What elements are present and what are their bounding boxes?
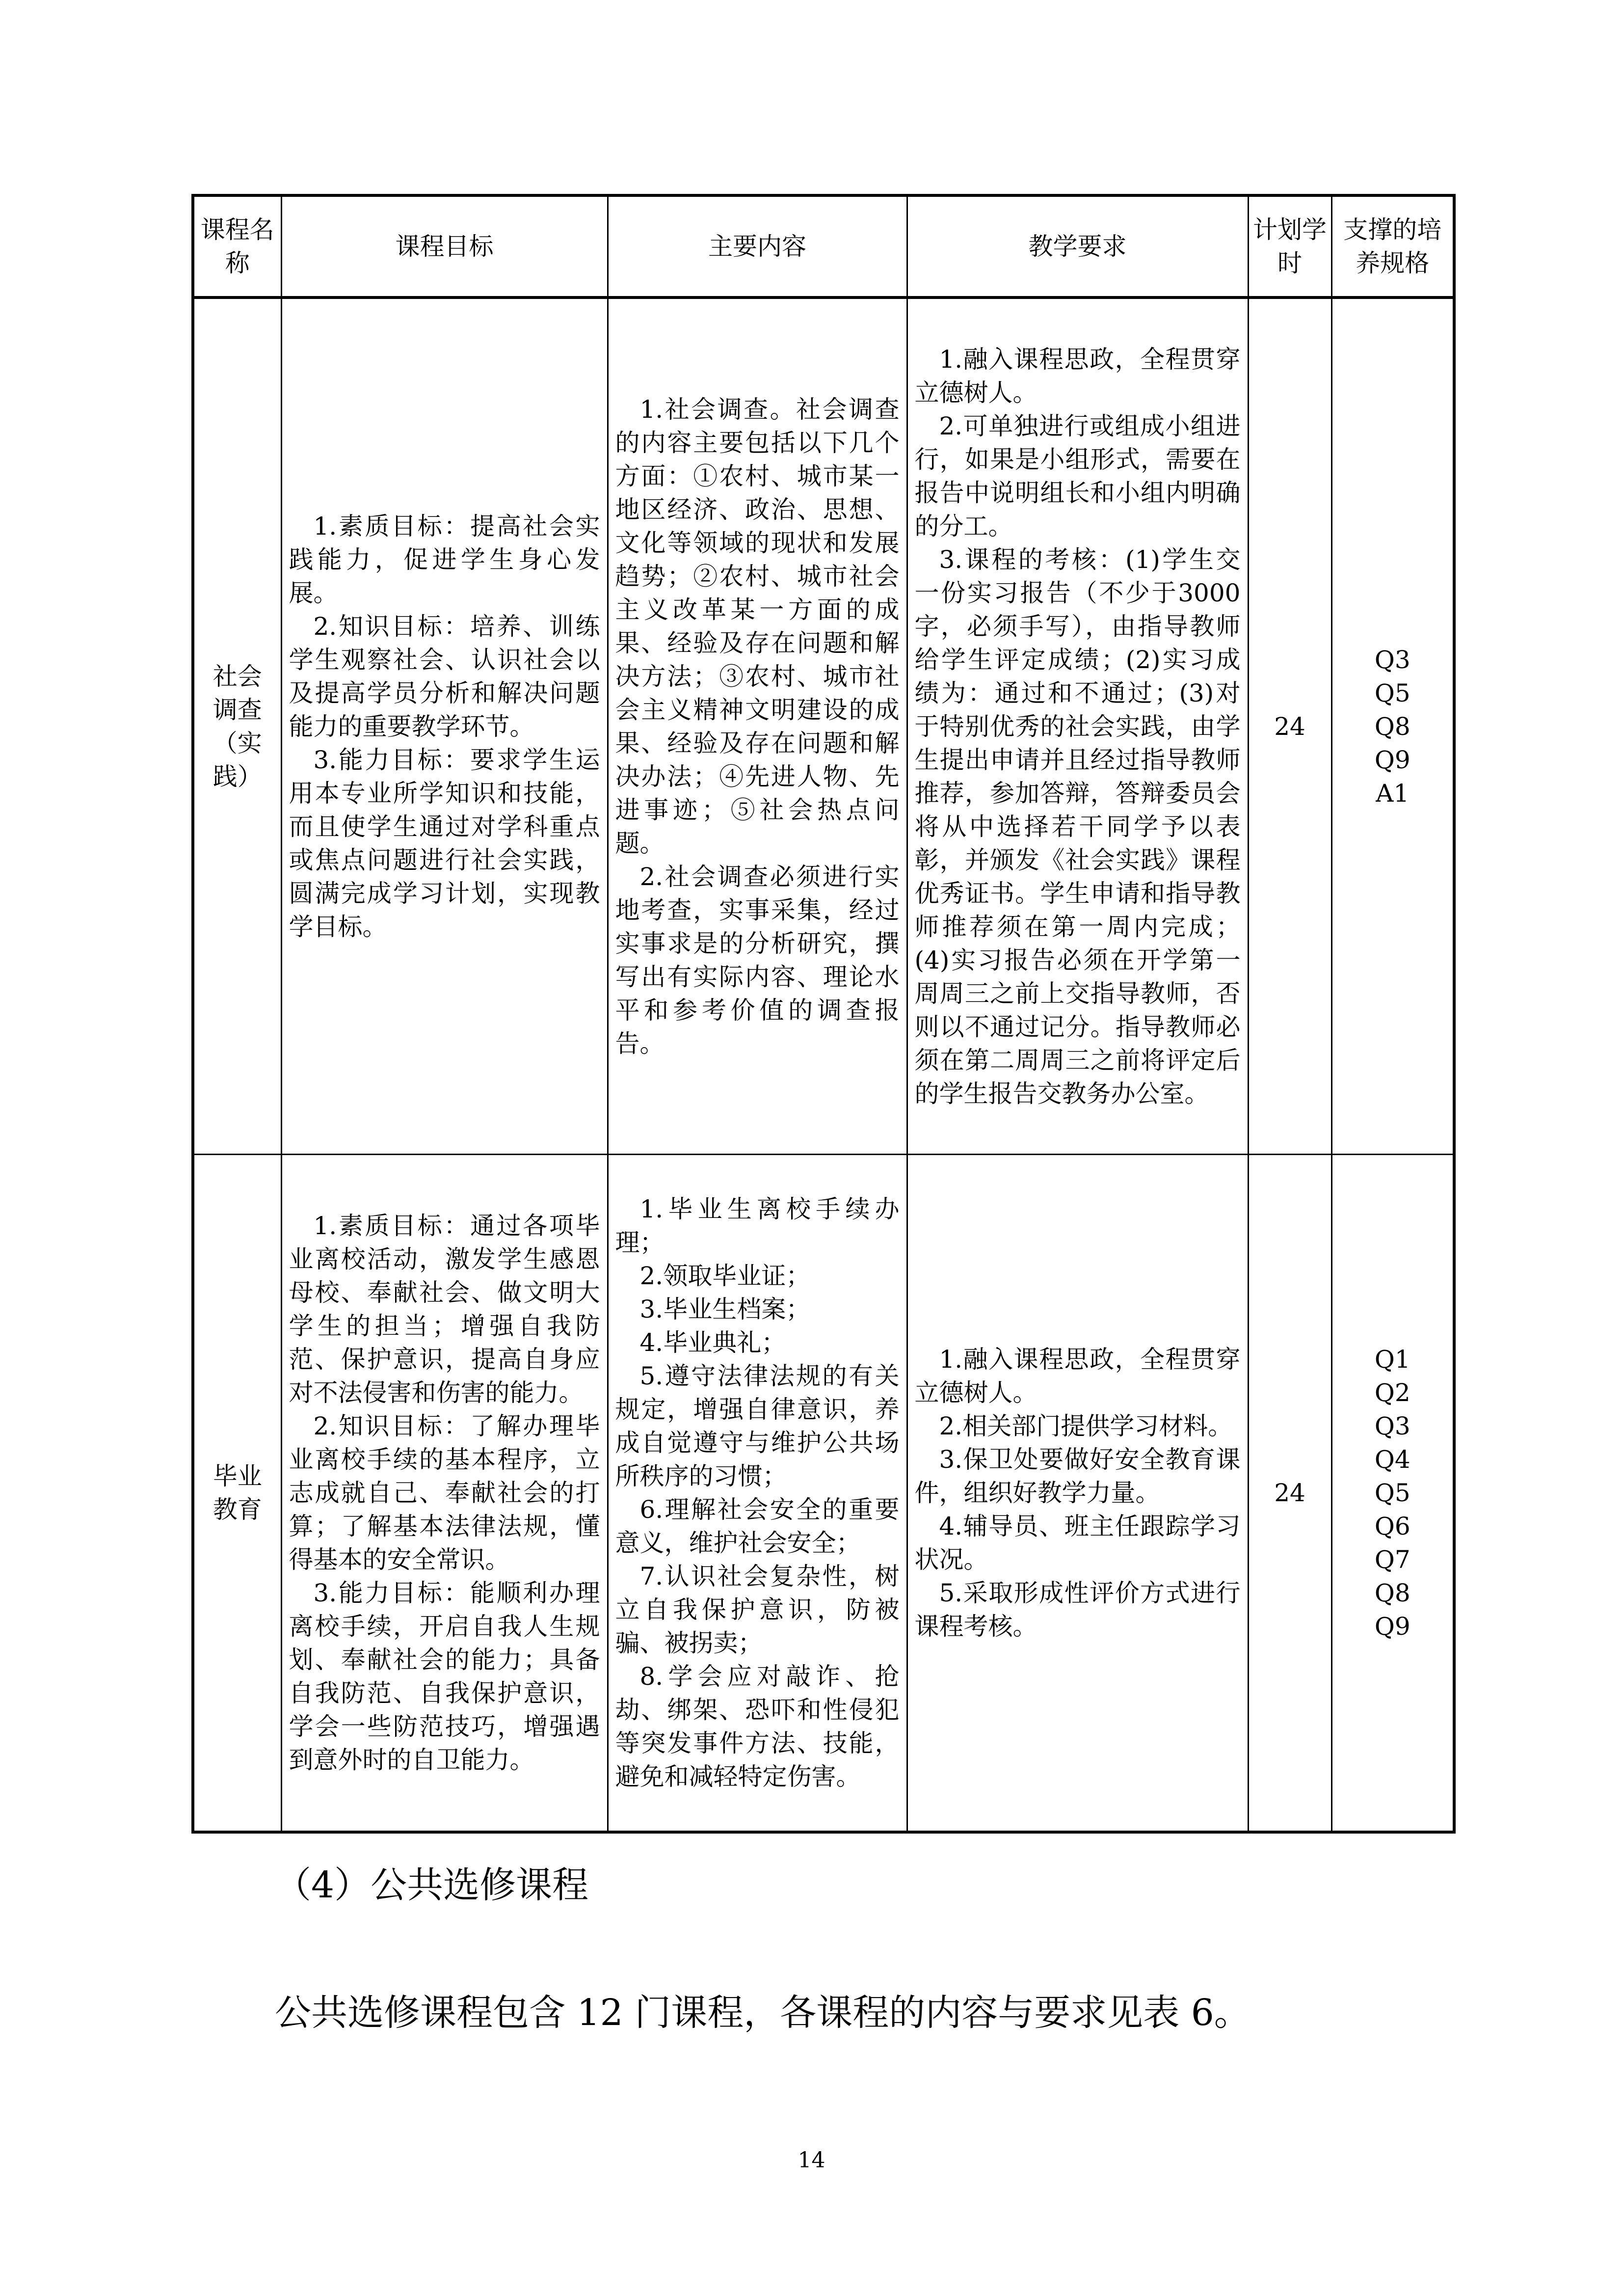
supported-specs-cell [1331,1155,1454,1833]
header-course-goal: 课程目标 [281,195,608,297]
content-paragraph: 1.社会调查。社会调查的内容主要包括以下几个方面：①农村、城市某一地区经济、政治、思想、文化等领域的现状和发展趋势；②农村、城市社会主义改革某一方面的成果、经验及存在问题和解决方法；③农村、城市社会主义精神文明建设的成果、经验及存在问题和解决办法；④先进人物、先进事迹；⑤社会热点问题。 [615,395,900,858]
content-paragraph: 4.毕业典礼； [639,1328,786,1357]
requirement-paragraph: 2.可单独进行或组成小组进行，如果是小组形式，需要在报告中说明组长和小组内明确的分工。 [914,411,1241,540]
planned-hours-cell: 24 [1248,1155,1331,1833]
requirement-paragraph: 3.保卫处要做好安全教育课件，组织好教学力量。 [914,1445,1241,1507]
content-paragraph: 5.遵守法律法规的有关规定，增强自律意识，养成自觉遵守与维护公共场所秩序的习惯； [615,1362,900,1490]
goal-paragraph: 2.知识目标：培养、训练学生观察社会、认识社会以及提高学员分析和解决问题能力的重要教学环节。 [289,612,600,741]
goal-paragraph: 2.知识目标：了解办理毕业离校手续的基本程序，立志成就自己、奉献社会的打算；了解基本法律法规，懂得基本的安全常识。 [289,1412,600,1574]
header-main-content: 主要内容 [608,195,907,297]
section-heading: （4）公共选修课程 [275,1864,589,1906]
spec-code: Q5 [1374,1479,1410,1507]
header-teaching-requirements: 教学要求 [907,195,1248,297]
requirement-paragraph: 2.相关部门提供学习材料。 [939,1412,1233,1440]
course-name-cell: 毕业教育 [193,1155,281,1833]
content-paragraph: 2.领取毕业证； [639,1262,811,1290]
spec-code: Q8 [1374,712,1410,741]
header-supported-specs: 支撑的培养规格 [1331,195,1454,297]
spec-code: A1 [1376,779,1410,808]
table-header-row [193,195,1454,297]
spec-code: Q3 [1374,1412,1410,1440]
page-number: 14 [798,2148,825,2173]
table-row [193,1155,1454,1833]
course-goal-cell [281,1155,608,1833]
planned-hours-cell: 24 [1248,297,1331,1155]
requirement-paragraph: 4.辅导员、班主任跟踪学习状况。 [914,1512,1241,1574]
spec-code: Q8 [1374,1579,1410,1607]
teaching-requirements-cell [907,297,1248,1155]
goal-paragraph: 1.素质目标：提高社会实践能力，促进学生身心发展。 [289,512,600,607]
goal-paragraph: 3.能力目标：要求学生运用本专业所学知识和技能，而且使学生通过对学科重点或焦点问题进行社会实践，圆满完成学习计划，实现教学目标。 [289,745,600,941]
content-paragraph: 2.社会调查必须进行实地考查，实事采集，经过实事求是的分析研究，撰写出有实际内容、理论水平和参考价值的调查报告。 [615,862,900,1058]
spec-code: Q3 [1374,645,1410,674]
spec-code: Q2 [1374,1378,1410,1407]
spec-code: Q5 [1374,678,1410,707]
requirement-paragraph: 1.融入课程思政，全程贯穿立德树人。 [914,345,1241,407]
content-paragraph: 6.理解社会安全的重要意义，维护社会安全； [615,1495,900,1557]
spec-code: Q7 [1374,1545,1410,1574]
course-name-cell: 社会调查（实践） [193,297,281,1155]
content-paragraph: 1.毕业生离校手续办理； [615,1195,900,1257]
supported-specs-cell [1331,297,1454,1155]
spec-code: Q6 [1374,1512,1410,1540]
main-content-cell [608,1155,907,1833]
spec-code: Q9 [1374,745,1410,774]
main-content-cell [608,297,907,1155]
goal-paragraph: 1.素质目标：通过各项毕业离校活动，激发学生感恩母校、奉献社会、做文明大学生的担当；增强自我防范、保护意识，提高自身应对不法侵害和伤害的能力。 [289,1212,600,1407]
goal-paragraph: 3.能力目标：能顺利办理离校手续，开启自我人生规划、奉献社会的能力；具备自我防范、自我保护意识，学会一些防范技巧，增强遇到意外时的自卫能力。 [289,1579,600,1774]
requirement-paragraph: 1.融入课程思政，全程贯穿立德树人。 [914,1345,1241,1407]
spec-code: Q1 [1374,1345,1410,1374]
section-paragraph: 公共选修课程包含 12 门课程，各课程的内容与要求见表 6。 [275,1992,1251,2034]
course-goal-cell [281,297,608,1155]
requirement-paragraph: 3.课程的考核：(1)学生交一份实习报告（不少于3000字，必须手写），由指导教师给学生评定成绩；(2)实习成绩为：通过和不通过；(3)对于特别优秀的社会实践，由学生提出申请并且经过指导教师推荐，参加答辩，答辩委员会将从中选择若干同学予以表彰，并颁发《社会实践》课程优秀证书。学生申请和指导教师推荐须在第一周内完成；(4)实习报告必须在开学第一周周三之前上交指导教师，否则以不通过记分。指导教师必须在第二周周三之前将评定后的学生报告交教务办公室。 [914,545,1241,1108]
header-course-name: 课程名称 [193,195,281,297]
table-row [193,297,1454,1155]
header-planned-hours: 计划学时 [1248,195,1331,297]
spec-code: Q9 [1374,1612,1410,1641]
content-paragraph: 7.认识社会复杂性，树立自我保护意识，防被骗、被拐卖； [615,1562,900,1657]
content-paragraph: 3.毕业生档案； [639,1295,811,1324]
content-paragraph: 8.学会应对敲诈、抢劫、绑架、恐吓和性侵犯等突发事件方法、技能，避免和减轻特定伤害。 [615,1662,900,1791]
course-table [191,194,1456,1834]
teaching-requirements-cell [907,1155,1248,1833]
requirement-paragraph: 5.采取形成性评价方式进行课程考核。 [914,1579,1241,1641]
spec-code: Q4 [1374,1445,1410,1474]
